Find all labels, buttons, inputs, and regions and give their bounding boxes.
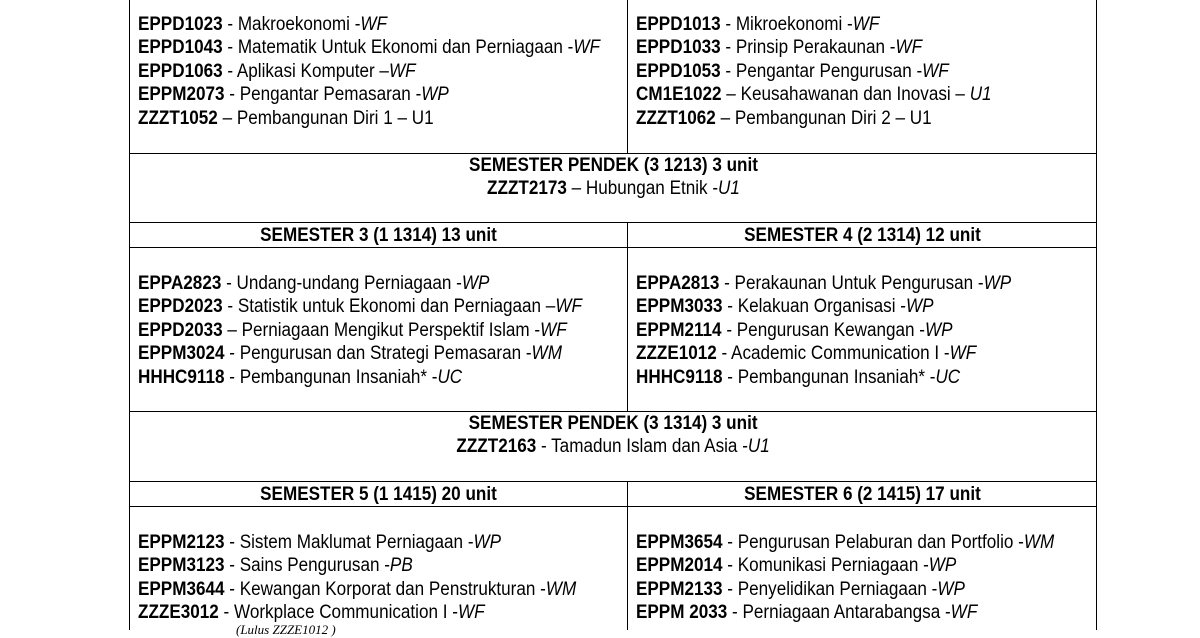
course-code: EPPM3123 bbox=[138, 555, 225, 577]
course-code: HHHC9118 bbox=[636, 366, 723, 388]
block3-right-courses bbox=[636, 531, 1054, 625]
course-sep: - bbox=[719, 273, 735, 294]
short-semester-1 bbox=[130, 154, 1096, 200]
short-semester-2 bbox=[130, 412, 1096, 458]
block2-right-courses bbox=[636, 272, 1011, 389]
course-sep: - bbox=[716, 343, 732, 365]
row-rule-2 bbox=[129, 222, 1097, 223]
course-line bbox=[138, 531, 576, 554]
course-tag: WF bbox=[573, 37, 600, 59]
course-code: EPPM2014 bbox=[636, 555, 723, 577]
course-title: Kelakuan Organisasi - bbox=[737, 296, 906, 318]
table-border-right bbox=[1096, 0, 1097, 630]
course-tag: WP bbox=[473, 532, 502, 553]
course-code: EPPM2123 bbox=[138, 532, 225, 553]
table-border-left bbox=[129, 0, 130, 630]
course-code: EPPM 2033 bbox=[636, 602, 728, 624]
course-line bbox=[636, 295, 1011, 318]
course-title: Statistik untuk Ekonomi dan Perniagaan – bbox=[237, 296, 556, 318]
course-tag: UC bbox=[437, 366, 463, 388]
block1-left-courses bbox=[138, 13, 600, 130]
course-title: Perniagaan Antarabangsa - bbox=[742, 602, 951, 624]
block2-left-courses bbox=[138, 272, 582, 389]
course-title: Pengurusan dan Strategi Pemasaran - bbox=[239, 343, 532, 365]
course-sep: - bbox=[720, 60, 736, 82]
course-title: Kewangan Korporat dan Penstrukturan - bbox=[239, 578, 546, 600]
course-title: Matematik Untuk Ekonomi dan Perniagaan - bbox=[237, 37, 574, 59]
course-sep: – bbox=[721, 84, 741, 106]
course-title: Perakaunan Untuk Pengurusan - bbox=[734, 273, 984, 294]
course-tag: WF bbox=[388, 60, 416, 82]
course-code: ZZZE3012 bbox=[138, 602, 219, 624]
course-title: Pengantar Pengurusan - bbox=[735, 60, 923, 82]
course-line bbox=[138, 295, 582, 318]
course-line bbox=[636, 13, 992, 36]
course-sep: - bbox=[721, 319, 737, 341]
course-title: Pembangunan Insaniah* - bbox=[737, 366, 936, 388]
course-line bbox=[636, 531, 1054, 554]
course-line bbox=[636, 83, 992, 106]
short-semester-heading: SEMESTER PENDEK (3 1314) 3 unit bbox=[468, 413, 758, 434]
semester-3-header: SEMESTER 3 (1 1314) 13 unit bbox=[260, 225, 497, 246]
course-code: EPPM2133 bbox=[636, 578, 723, 600]
course-code: EPPD1063 bbox=[138, 60, 223, 82]
short-semester-heading: SEMESTER PENDEK (3 1213) 3 unit bbox=[468, 155, 758, 176]
course-tag: WF bbox=[922, 60, 949, 82]
course-code: EPPD2033 bbox=[138, 319, 223, 341]
course-sep: - bbox=[722, 296, 738, 318]
course-code: EPPA2813 bbox=[636, 273, 720, 294]
course-title: Academic Communication I - bbox=[731, 343, 950, 365]
course-tag: WF bbox=[457, 602, 485, 624]
course-sep: - bbox=[536, 436, 552, 457]
course-sep: - bbox=[224, 555, 240, 577]
course-tag: PB bbox=[389, 555, 413, 577]
course-code: EPPM3644 bbox=[138, 578, 225, 600]
column-divider-2 bbox=[627, 223, 628, 412]
course-code: ZZZE1012 bbox=[636, 343, 717, 365]
course-line bbox=[138, 13, 600, 36]
course-sep: - bbox=[722, 555, 738, 577]
semester-6-header: SEMESTER 6 (2 1415) 17 unit bbox=[743, 484, 981, 505]
course-sep: - bbox=[222, 14, 238, 35]
course-tag: U1 bbox=[747, 436, 770, 457]
short-semester-course bbox=[456, 435, 769, 458]
course-sep: - bbox=[222, 37, 238, 59]
course-line bbox=[636, 272, 1011, 295]
course-tag: UC bbox=[935, 366, 961, 388]
course-title: Pengantar Pemasaran - bbox=[239, 84, 422, 106]
course-tag: WF bbox=[852, 14, 880, 35]
course-line bbox=[138, 272, 582, 295]
course-tag: WP bbox=[928, 555, 957, 577]
course-tag: WP bbox=[905, 296, 934, 318]
course-sep: - bbox=[727, 602, 743, 624]
course-tag: U1 bbox=[969, 84, 992, 106]
course-sep: - bbox=[222, 60, 237, 82]
course-line bbox=[636, 578, 1054, 601]
course-tag: WF bbox=[950, 602, 978, 624]
column-divider-1 bbox=[627, 0, 628, 153]
course-line bbox=[138, 60, 600, 83]
course-line bbox=[636, 342, 1011, 365]
course-title: Perniagaan Mengikut Perspektif Islam - bbox=[241, 319, 541, 341]
course-title: Penyelidikan Perniagaan - bbox=[737, 578, 938, 600]
course-title: Workplace Communication I - bbox=[233, 602, 458, 624]
course-title: Undang-undang Perniagaan - bbox=[236, 273, 462, 294]
course-line bbox=[636, 36, 992, 59]
course-sep: – bbox=[566, 178, 586, 199]
course-tag: WP bbox=[421, 84, 449, 106]
row-rule-3 bbox=[129, 247, 1097, 248]
course-code: EPPM3654 bbox=[636, 532, 723, 553]
course-sep: - bbox=[720, 14, 736, 35]
course-line bbox=[636, 107, 992, 130]
course-tag: WP bbox=[461, 273, 490, 294]
course-code: EPPD1043 bbox=[138, 37, 223, 59]
course-code: EPPM2073 bbox=[138, 84, 225, 106]
course-line bbox=[138, 107, 600, 130]
course-line bbox=[138, 601, 576, 624]
course-sep: - bbox=[218, 602, 234, 624]
semester-4-header: SEMESTER 4 (2 1314) 12 unit bbox=[743, 225, 981, 246]
course-sep: - bbox=[720, 37, 736, 59]
course-code: ZZZT1052 bbox=[138, 107, 218, 129]
course-title: Pembangunan Diri 1 – U1 bbox=[236, 107, 434, 129]
semester-5-header: SEMESTER 5 (1 1415) 20 unit bbox=[260, 484, 497, 505]
course-title: Sistem Maklumat Perniagaan - bbox=[239, 532, 474, 553]
course-tag: WP bbox=[937, 578, 965, 600]
course-sep: – bbox=[222, 319, 242, 341]
course-sep: – bbox=[715, 107, 735, 129]
course-title: Sains Pengurusan - bbox=[239, 555, 390, 577]
course-line bbox=[636, 366, 1011, 389]
course-code: EPPD1013 bbox=[636, 14, 721, 35]
course-code: ZZZT1062 bbox=[636, 107, 716, 129]
course-sep: – bbox=[217, 107, 237, 129]
course-tag: WF bbox=[540, 319, 567, 341]
course-tag: WM bbox=[531, 343, 562, 365]
course-tag: U1 bbox=[717, 178, 740, 199]
block1-right-courses bbox=[636, 13, 992, 130]
course-line bbox=[138, 366, 582, 389]
course-sep: - bbox=[224, 343, 240, 365]
prerequisite-note: (Lulus ZZZE1012 ) bbox=[236, 622, 336, 637]
course-code: EPPD2023 bbox=[138, 296, 223, 318]
course-title: Pengurusan Pelaburan dan Portfolio - bbox=[737, 532, 1024, 553]
course-code: EPPD1033 bbox=[636, 37, 721, 59]
course-code: HHHC9118 bbox=[138, 366, 225, 388]
course-title: Tamadun Islam dan Asia - bbox=[551, 436, 748, 457]
course-title: Prinsip Perakaunan - bbox=[735, 37, 896, 59]
course-title: Aplikasi Komputer – bbox=[236, 60, 389, 82]
course-title: Mikroekonomi - bbox=[735, 14, 853, 35]
course-sep: - bbox=[224, 578, 240, 600]
course-sep: - bbox=[222, 296, 238, 318]
course-title: Makroekonomi - bbox=[237, 14, 361, 35]
course-code: EPPD1053 bbox=[636, 60, 721, 82]
course-line bbox=[138, 554, 576, 577]
course-sep: - bbox=[224, 532, 240, 553]
course-code: ZZZT2163 bbox=[456, 436, 537, 457]
course-title: Pembangunan Insaniah* - bbox=[239, 366, 438, 388]
course-sep: - bbox=[722, 578, 738, 600]
course-line bbox=[138, 36, 600, 59]
course-code: ZZZT2173 bbox=[486, 178, 567, 199]
course-line bbox=[636, 60, 992, 83]
course-line bbox=[138, 319, 582, 342]
course-tag: WF bbox=[949, 343, 977, 365]
course-tag: WF bbox=[360, 14, 388, 35]
course-line bbox=[636, 319, 1011, 342]
row-rule-5 bbox=[129, 481, 1097, 482]
course-code: EPPA2823 bbox=[138, 273, 222, 294]
short-semester-course bbox=[469, 177, 758, 200]
course-line bbox=[636, 601, 1054, 624]
course-tag: WF bbox=[895, 37, 923, 59]
course-code: EPPD1023 bbox=[138, 14, 223, 35]
course-line bbox=[138, 342, 582, 365]
block3-left-courses bbox=[138, 531, 576, 625]
course-code: CM1E1022 bbox=[636, 84, 722, 106]
course-title: Pengurusan Kewangan - bbox=[736, 319, 926, 341]
course-code: EPPM2114 bbox=[636, 319, 722, 341]
row-rule-6 bbox=[129, 506, 1097, 507]
course-title: Keusahawanan dan Inovasi – bbox=[740, 84, 970, 106]
course-sep: - bbox=[224, 84, 240, 106]
course-line bbox=[636, 554, 1054, 577]
course-title: Komunikasi Perniagaan - bbox=[737, 555, 929, 577]
course-code: EPPM3033 bbox=[636, 296, 723, 318]
course-sep: - bbox=[722, 366, 738, 388]
course-tag: WM bbox=[1023, 532, 1055, 553]
course-sep: - bbox=[224, 366, 240, 388]
course-tag: WP bbox=[983, 273, 1012, 294]
course-tag: WM bbox=[545, 578, 577, 600]
course-sep: - bbox=[722, 532, 738, 553]
course-sep: - bbox=[221, 273, 237, 294]
course-title: Pembangunan Diri 2 – U1 bbox=[734, 107, 932, 129]
course-tag: WP bbox=[925, 319, 953, 341]
course-title: Hubungan Etnik - bbox=[585, 178, 718, 199]
course-tag: WF bbox=[555, 296, 582, 318]
course-line bbox=[138, 578, 576, 601]
course-line bbox=[138, 83, 600, 106]
course-code: EPPM3024 bbox=[138, 343, 225, 365]
